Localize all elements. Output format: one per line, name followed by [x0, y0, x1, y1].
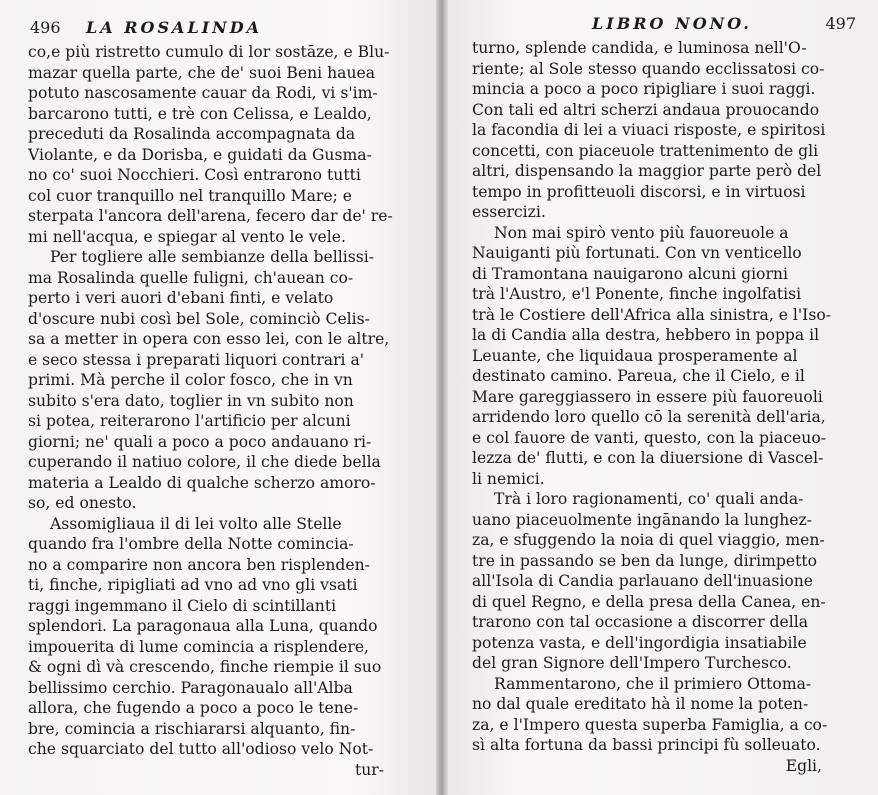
text-line: si potea, reiterarono l'artificio per alcuni [28, 412, 351, 430]
text-line: tempo in profitteuoli discorsi, e in virtuosi [472, 182, 806, 201]
text-line: lezza de' flutti, e con la diuersione di Vascel- [472, 449, 824, 467]
text-line: la facondia di lei a viuaci risposte, e spiritosi [472, 121, 826, 139]
left-page-header [28, 18, 414, 42]
right-page-number: 497 [825, 14, 856, 33]
text-line: destinato camino. Pareua, che il Cielo, e il [472, 367, 805, 385]
text-line: e seco stessa i preparati liquori contrari a' [28, 350, 365, 369]
right-page [446, 0, 878, 795]
text-line: ma Rosalinda quelle fuligni, ch'auean co- [28, 268, 354, 287]
left-page-text [28, 42, 414, 760]
text-line: essercizi. [472, 203, 546, 221]
text-line: Nauiganti più fortunati. Con vn venticello [472, 244, 802, 262]
right-catchword: Egli, [785, 756, 822, 775]
text-line: all'Isola di Candia parlauano dell'inuasione [472, 572, 814, 590]
text-line: Mare gareggiassero in essere più fauoreuoli [472, 387, 823, 406]
text-line: riente; al Sole stesso quando ecclissatosi co- [472, 59, 825, 78]
text-line: impouerita di lume comincia a risplendere, [28, 637, 370, 656]
text-line: altri, dispensando la maggior parte però del [472, 162, 822, 180]
text-line: Violante, e da Dorisba, e guidati da Gusma- [28, 145, 372, 164]
text-line: Trà i loro ragionamenti, co' quali anda- [494, 490, 804, 508]
text-line: barcarono tutti, e trè con Celissa, e Lealdo, [28, 104, 372, 123]
text-line: sì alta fortuna da bassi principi fù solleuato. [472, 736, 821, 754]
text-line: del gran Signore dell'Impero Turchesco. [472, 654, 792, 672]
text-line: no dal quale ereditato hà il nome la poten- [472, 695, 809, 713]
text-line: Per togliere alle sembianze della bellissi- [50, 248, 374, 266]
text-line: mincia a poco a poco ripigliare i suoi raggi. [472, 80, 816, 98]
left-catchword: tur- [354, 760, 384, 779]
text-line: ti, finche, ripigliati ad vno ad vno gli vsati [28, 576, 358, 594]
text-line: turno, splende candida, e luminosa nell'O- [472, 39, 807, 57]
text-line: subito s'era dato, toglier in vn subito non [28, 391, 354, 410]
text-line: Non mai spirò vento più fauoreuole a [494, 223, 789, 242]
text-line: cuperando il natiuo colore, il che diede bella [28, 453, 381, 471]
right-page-header [472, 14, 856, 38]
text-line: Assomigliaua il di lei volto alle Stelle [50, 514, 342, 533]
text-line: quando fra l'ombre della Notte comincia- [28, 535, 354, 553]
text-line: che squarciato del tutto all'odioso velo Not- [28, 740, 374, 758]
text-line: potenza vasta, e dell'ingordigia insatiabile [472, 633, 807, 652]
text-line: materia a Lealdo di qualche scherzo amoro- [28, 473, 376, 492]
text-line: di quel Regno, e della presa della Canea, en- [472, 592, 826, 611]
text-line: Rammentarono, che il primiero Ottoma- [494, 674, 812, 693]
text-line: no co' suoi Nocchieri. Così entrarono tutti [28, 166, 361, 184]
right-page-text [472, 38, 856, 756]
text-line: trà l'Austro, e'l Ponente, finche ingolfatisi [472, 285, 802, 303]
text-line: perto i veri auori d'ebani finti, e velato [28, 289, 334, 307]
text-line: splendori. La paragonaua alla Luna, quando [28, 617, 378, 635]
text-line: arridendo loro quello cō la serenità dell'aria, [472, 408, 826, 426]
text-line: la di Candia alla destra, hebbero in poppa il [472, 326, 820, 344]
text-line: za, e sfuggendo la noia di quel viaggio, men- [472, 531, 825, 549]
text-line: di Tramontana nauigarono alcuni giorni [472, 264, 788, 283]
text-line: raggi ingemmano il Cielo di scintillanti [28, 596, 337, 615]
text-line: Leuante, che liquidaua prosperamente al [472, 346, 798, 365]
text-line: allora, che fugendo a poco a poco le tene- [28, 699, 359, 717]
text-line: no a comparire non ancora ben risplenden- [28, 555, 370, 574]
text-line: mi nell'acqua, e spiegar al vento le vele. [28, 227, 346, 246]
text-line: col cuor tranquillo nel tranquillo Mare; e [28, 186, 353, 205]
text-line: mazar quella parte, che de' suoi Beni hauea [28, 63, 376, 82]
left-running-head: LA ROSALINDA [86, 18, 263, 37]
text-line: concetti, con piaceuole trattenimento de gli [472, 141, 819, 160]
text-line: & ogni dì và crescendo, finche riempie il suo [28, 658, 382, 676]
text-line: tre in passando se ben da lunge, dirimpetto [472, 551, 818, 570]
text-line: preceduti da Rosalinda accompagnata da [28, 125, 356, 143]
text-line: giorni; ne' quali a poco a poco andauano ri- [28, 432, 372, 451]
text-line: primi. Mà perche il color fosco, che in vn [28, 371, 353, 389]
text-line: li nemici. [472, 469, 545, 488]
text-line: bellissimo cerchio. Paragonaualo all'Alba [28, 678, 353, 697]
text-line: trarono con tal occasione a discorrer della [472, 613, 809, 631]
text-line: Con tali ed altri scherzi andaua prouocando [472, 100, 820, 119]
right-running-head: LIBRO NONO. [592, 14, 752, 33]
text-line: so, ed onesto. [28, 494, 137, 512]
text-line: e col fauore de vanti, questo, con la piaceuo- [472, 428, 826, 447]
text-line: co,e più ristretto cumulo di lor sostāze, e Blu- [28, 43, 390, 61]
text-line: za, e l'Impero questa superba Famiglia, a co- [472, 715, 828, 734]
text-line: potuto nascosamente cauar da Rodi, vi s'im- [28, 84, 378, 102]
left-page-number: 496 [30, 18, 61, 37]
text-line: trà le Costiere dell'Africa alla sinistra, e l'Iso- [472, 305, 832, 324]
text-line: sa a metter in opera con esso lei, con le altre, [28, 330, 390, 348]
text-line: uano piaceuolmente ingānando la lunghez- [472, 510, 812, 529]
text-line: sterpata l'ancora dell'arena, fecero dar de' re- [28, 207, 393, 225]
text-line: bre, comincia a rischiararsi alquanto, fin- [28, 719, 356, 738]
text-line: d'oscure nubi così bel Sole, cominciò Celis- [28, 309, 370, 328]
